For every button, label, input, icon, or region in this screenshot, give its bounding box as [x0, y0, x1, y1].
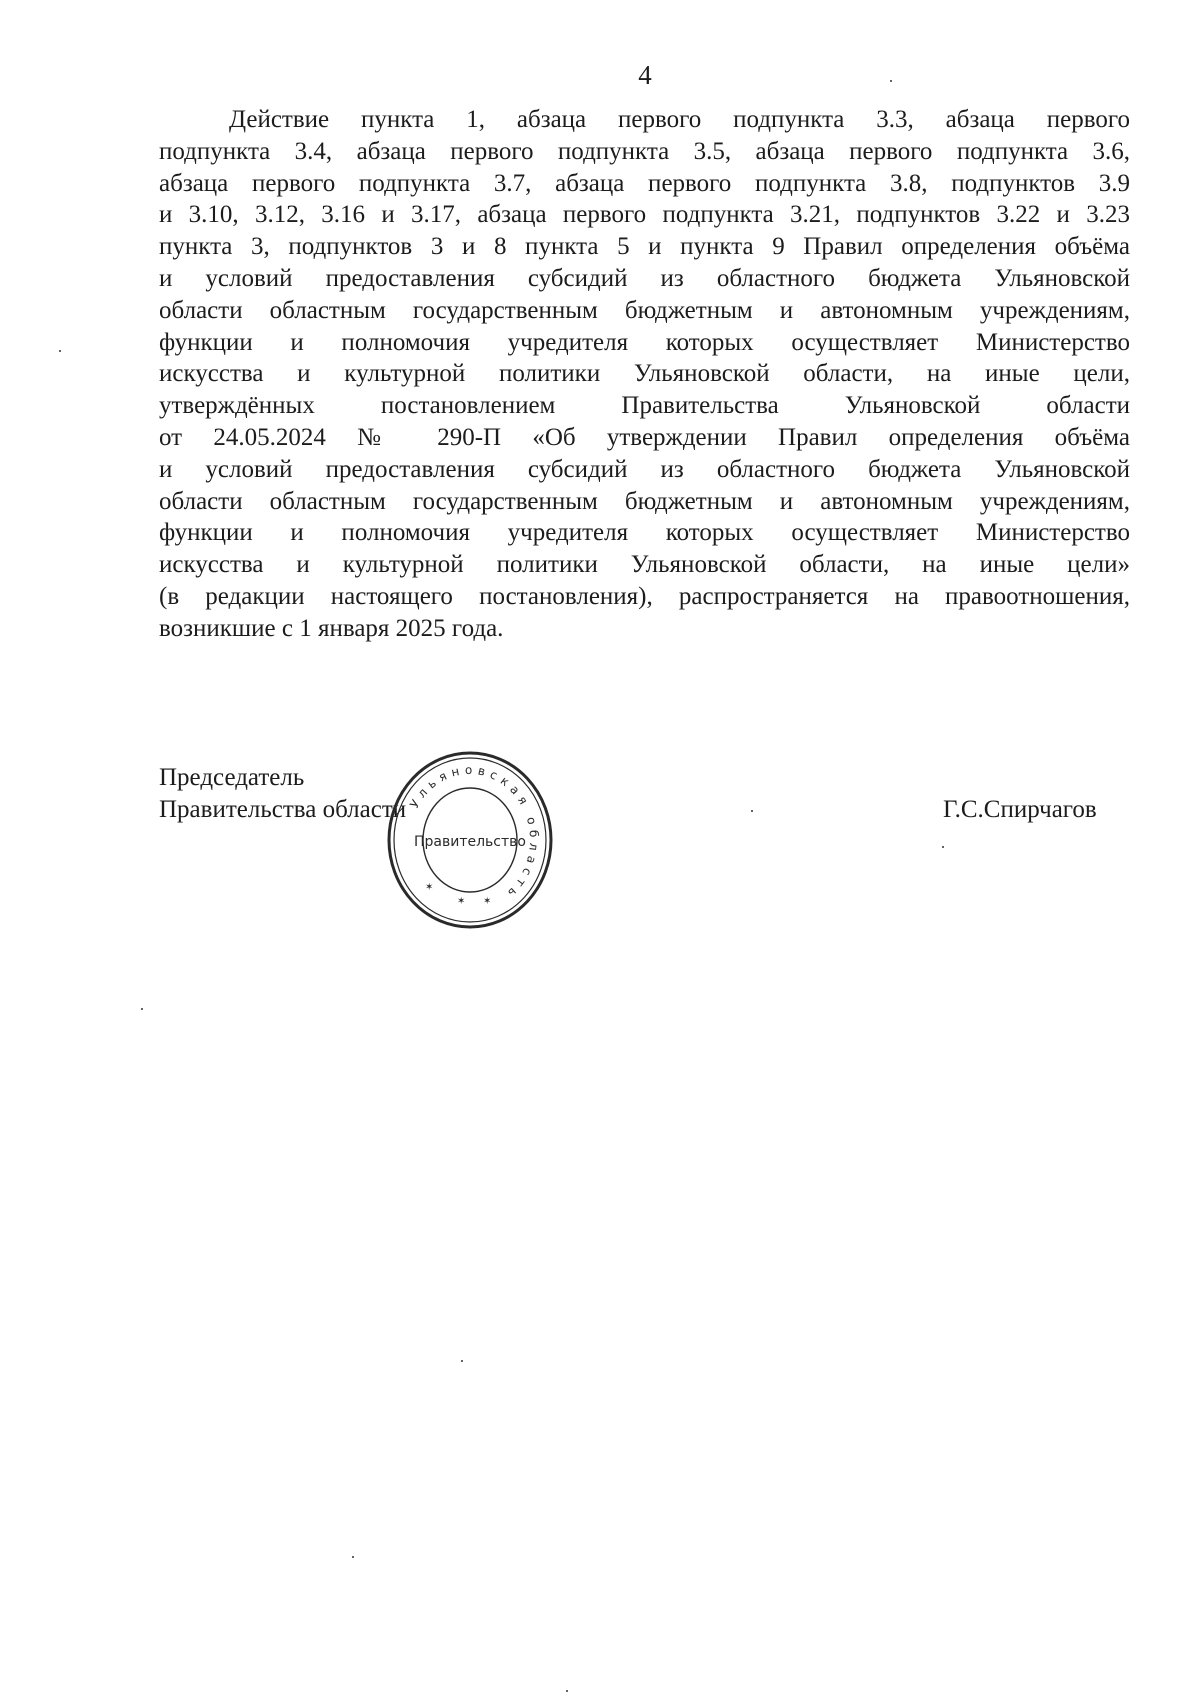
paragraph-line: Действие пункта 1, абзаца первого подпункта 3.3, абзаца первого	[229, 106, 1130, 133]
scan-speck	[942, 846, 944, 848]
seal-center-text: Правительство	[414, 834, 526, 850]
scan-speck	[751, 810, 753, 812]
paragraph-line: абзаца первого подпункта 3.7, абзаца первого подпункта 3.8, подпунктов 3.9	[159, 169, 1130, 197]
scan-speck	[890, 80, 892, 82]
paragraph-line: искусства и культурной политики Ульяновской области, на иные цели»	[159, 551, 1130, 579]
paragraph-line: и условий предоставления субсидий из областного бюджета Ульяновской	[159, 455, 1130, 483]
main-paragraph	[159, 104, 1130, 645]
paragraph-line: области областным государственным бюджетным и автономным учреждениям,	[159, 296, 1130, 324]
paragraph-line: подпункта 3.4, абзаца первого подпункта 3.5, абзаца первого подпункта 3.6,	[159, 137, 1130, 165]
signatory-position-line1: Председатель	[159, 764, 305, 791]
page-number: 4	[638, 60, 652, 90]
paragraph-line: утверждённых постановлением Правительства Ульяновской области	[159, 392, 1130, 420]
paragraph-line: (в редакции настоящего постановления), распространяется на правоотношения,	[159, 582, 1130, 610]
paragraph-line: пункта 3, подпунктов 3 и 8 пункта 5 и пункта 9 Правил определения объёма	[159, 233, 1130, 261]
paragraph-line: от 24.05.2024 № 290-П «Об утверждении Правил определения объёма	[159, 423, 1130, 451]
signatory-name: Г.С.Спирчагов	[943, 796, 1097, 823]
signatory-position-line2: Правительства области	[159, 796, 407, 823]
seal-star-icon: ✶	[483, 896, 492, 907]
seal-ring-text: Ульяновская область	[407, 762, 542, 904]
official-seal	[385, 750, 555, 930]
scan-speck	[566, 1690, 568, 1692]
scan-speck	[352, 1556, 354, 1558]
seal-star-icon: ✶	[425, 882, 434, 893]
paragraph-line: искусства и культурной политики Ульяновской области, на иные цели,	[159, 360, 1130, 388]
paragraph-line: и условий предоставления субсидий из областного бюджета Ульяновской	[159, 264, 1130, 292]
paragraph-line: возникшие с 1 января 2025 года.	[159, 614, 504, 642]
scan-speck	[461, 1360, 463, 1362]
scan-speck	[141, 1008, 143, 1010]
signatory-position	[159, 762, 406, 826]
scan-speck	[59, 350, 61, 352]
paragraph-line: и 3.10, 3.12, 3.16 и 3.17, абзаца первого подпункта 3.21, подпунктов 3.22 и 3.23	[159, 201, 1130, 229]
paragraph-line: функции и полномочия учредителя которых осуществляет Министерство	[159, 328, 1130, 356]
paragraph-line: области областным государственным бюджетным и автономным учреждениям,	[159, 487, 1130, 515]
paragraph-line: функции и полномочия учредителя которых осуществляет Министерство	[159, 519, 1130, 547]
seal-star-icon: ✶	[457, 896, 466, 907]
